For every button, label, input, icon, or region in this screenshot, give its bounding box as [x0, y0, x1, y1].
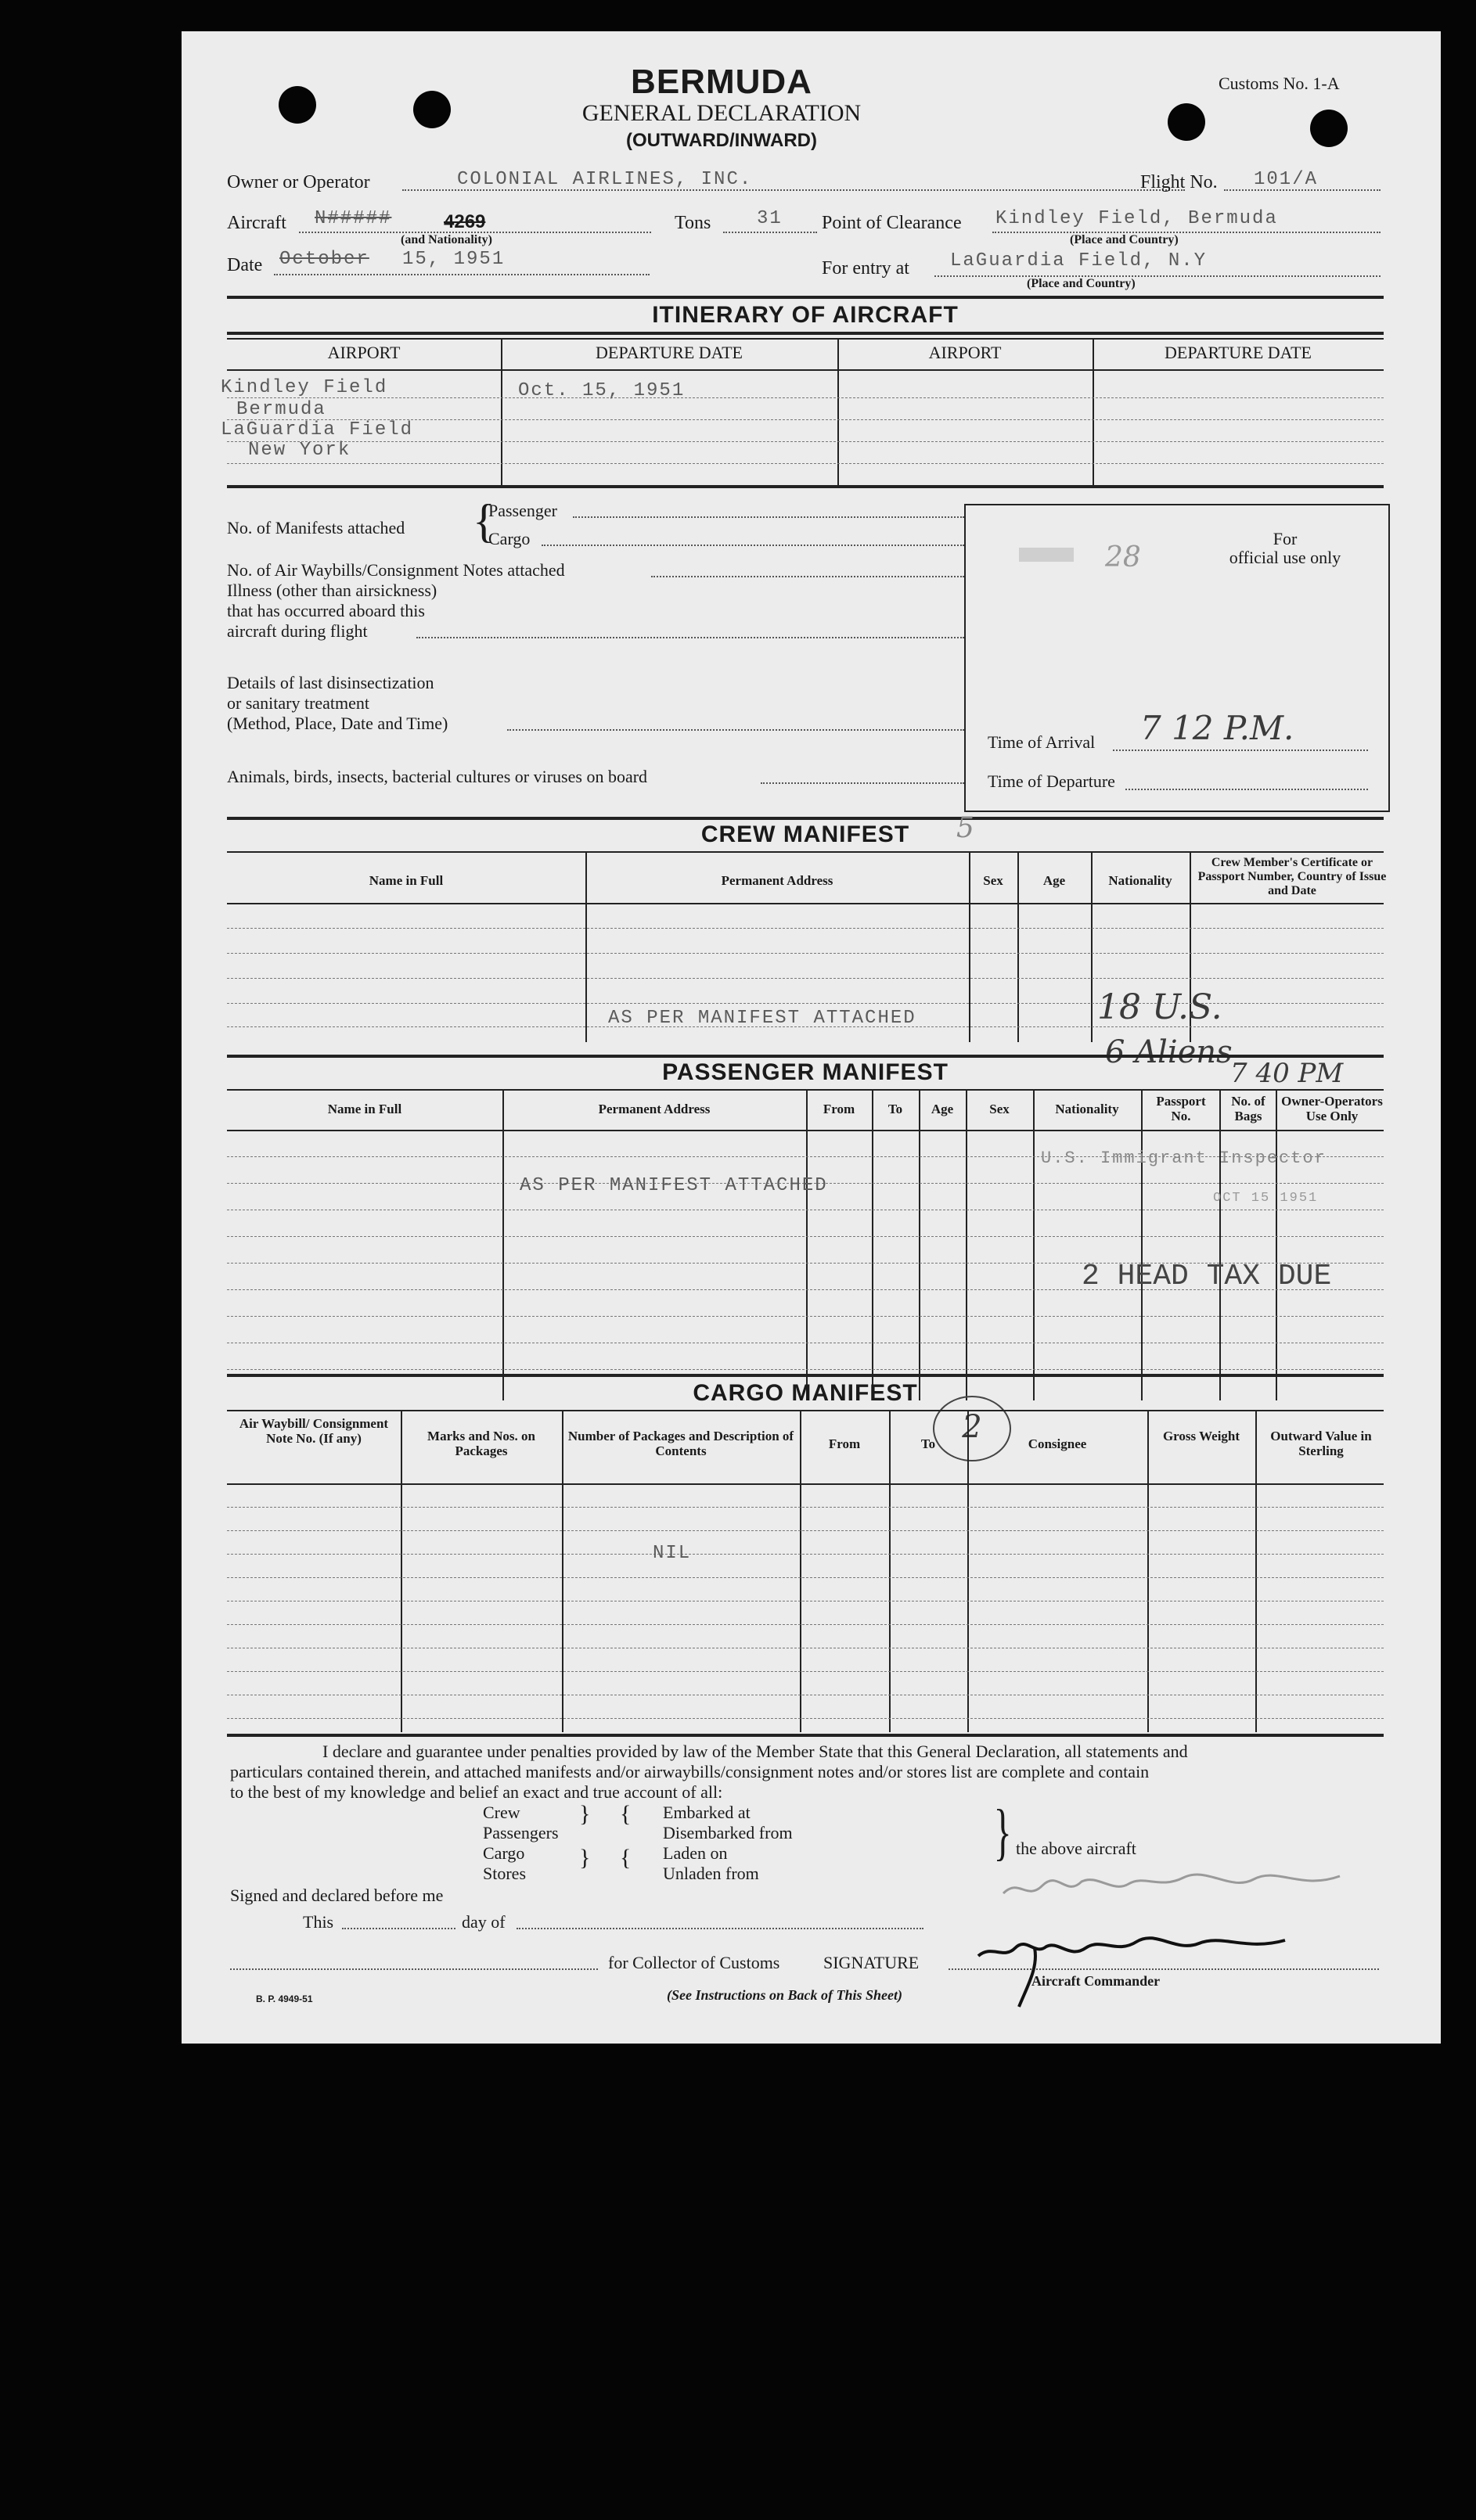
arrival-label: Time of Arrival — [988, 732, 1096, 752]
signature-label: SIGNATURE — [823, 1953, 920, 1972]
owner-value: COLONIAL AIRLINES, INC. — [457, 169, 753, 190]
row-line — [227, 1554, 1384, 1555]
commander-label: Aircraft Commander — [1031, 1973, 1161, 1989]
passenger-header-bags: No. of Bags — [1231, 1094, 1265, 1123]
divider — [227, 296, 1384, 299]
waybills-label: No. of Air Waybills/Consignment Notes attached — [227, 560, 565, 580]
declaration-form — [182, 31, 1441, 2044]
passenger-header-passport: Passport No. — [1156, 1094, 1206, 1123]
passenger-header-age: Age — [931, 1102, 954, 1116]
row-line — [227, 1718, 1384, 1719]
stamp-number: 28 — [1105, 541, 1141, 573]
disinsect-label: Details of last disinsectization — [227, 673, 434, 692]
row-line — [227, 928, 1384, 929]
column-divider — [889, 1411, 891, 1732]
crew-header-name: Name in Full — [369, 873, 444, 888]
divider — [227, 1089, 1384, 1091]
waybills-line — [651, 576, 964, 577]
date-value-day: 15, 1951 — [402, 249, 506, 270]
passenger-header-name: Name in Full — [327, 1102, 402, 1116]
month-line — [517, 1928, 923, 1929]
this-label: This — [303, 1912, 334, 1932]
aircraft-value: 4269 — [444, 211, 486, 232]
aircraft-note: (and Nationality) — [401, 233, 492, 246]
cargo-title: CARGO MANIFEST — [693, 1380, 918, 1406]
itinerary-header-departure-2: DEPARTURE DATE — [1165, 343, 1312, 362]
departure-line — [1125, 789, 1368, 790]
crew-note-aliens: 6 Aliens — [1105, 1034, 1233, 1070]
declaration-middle-item: Disembarked from — [663, 1823, 793, 1842]
column-divider — [966, 1091, 967, 1400]
passenger-line — [573, 516, 964, 518]
aircraft-label: Aircraft — [227, 213, 286, 233]
cargo-header-consignee: Consignee — [1028, 1436, 1087, 1451]
column-divider — [967, 1411, 969, 1732]
divider — [227, 1130, 1384, 1131]
itinerary-airport-line: New York — [248, 440, 351, 461]
manifest-passenger-label: Passenger — [488, 501, 557, 520]
punch-hole — [1168, 103, 1205, 141]
itinerary-airport-line: Bermuda — [236, 399, 326, 420]
departure-label: Time of Departure — [988, 771, 1115, 791]
declaration-text: I declare and guarantee under penalties provided by law of the Member State that this General Declaration, all statements and — [322, 1742, 1188, 1761]
declaration-left-item: Stores — [483, 1864, 526, 1883]
form-code: B. P. 4949-51 — [256, 1993, 313, 2004]
entry-label: For entry at — [822, 258, 909, 279]
column-divider — [1147, 1411, 1149, 1732]
declaration-left-item: Crew — [483, 1803, 520, 1822]
row-line — [227, 1507, 1384, 1508]
illness-label: that has occurred aboard this — [227, 601, 425, 620]
entry-value: LaGuardia Field, N.Y — [950, 250, 1208, 271]
divider — [227, 338, 1384, 340]
animals-line — [761, 782, 964, 784]
column-divider — [401, 1411, 402, 1732]
head-tax-stamp: 2 HEAD TAX DUE — [1082, 1260, 1332, 1293]
manifests-label: No. of Manifests attached — [227, 518, 405, 537]
itinerary-title: ITINERARY OF AIRCRAFT — [652, 302, 959, 328]
cargo-header-value: Outward Value in Sterling — [1270, 1429, 1372, 1458]
disinsect-label: (Method, Place, Date and Time) — [227, 714, 448, 733]
row-line — [227, 1671, 1384, 1672]
clearance-note: (Place and Country) — [1070, 233, 1179, 246]
declaration-middle-item: Unladen from — [663, 1864, 759, 1883]
tons-line — [723, 232, 817, 233]
column-divider — [1141, 1091, 1143, 1400]
itinerary-header-departure: DEPARTURE DATE — [596, 343, 743, 362]
divider — [227, 485, 1384, 488]
divider — [227, 1483, 1384, 1485]
itinerary-header-airport: AIRPORT — [327, 343, 401, 362]
official-label: For — [1273, 529, 1298, 548]
day-of-label: day of — [462, 1912, 506, 1932]
punch-hole — [1310, 110, 1348, 147]
column-divider — [562, 1411, 563, 1732]
cargo-header-weight: Gross Weight — [1162, 1429, 1240, 1443]
aircraft-struck: N##### — [315, 208, 392, 229]
cargo-header-waybill: Air Waybill/ Consignment Note No. (If any) — [239, 1416, 389, 1446]
disinsect-line — [507, 729, 964, 731]
passenger-header-sex: Sex — [989, 1102, 1010, 1116]
row-line — [227, 953, 1384, 954]
disinsect-label: or sanitary treatment — [227, 693, 370, 713]
entry-line — [934, 275, 1381, 277]
row-line — [227, 463, 1384, 464]
collector-label: for Collector of Customs — [608, 1953, 780, 1972]
crew-header-sex: Sex — [983, 873, 1003, 888]
divider — [227, 903, 1384, 904]
declaration-text: particulars contained therein, and attached manifests and/or airwaybills/consignment notes and/or stores list are complete and contain — [230, 1762, 1150, 1781]
row-line — [227, 1236, 1384, 1237]
column-divider — [872, 1091, 873, 1400]
day-line — [342, 1928, 455, 1929]
clearance-label: Point of Clearance — [822, 213, 962, 233]
column-divider — [806, 1091, 808, 1400]
column-divider — [1219, 1091, 1221, 1400]
declaration-text: to the best of my knowledge and belief an exact and true account of all: — [230, 1782, 723, 1802]
crew-attached: AS PER MANIFEST ATTACHED — [608, 1008, 916, 1029]
divider — [227, 1734, 1384, 1737]
passenger-attached: AS PER MANIFEST ATTACHED — [520, 1175, 828, 1196]
punch-hole — [279, 86, 316, 124]
divider — [227, 332, 1384, 335]
date-line — [274, 274, 650, 275]
flight-value: 101/A — [1254, 169, 1319, 190]
collector-line — [230, 1968, 598, 1970]
row-line — [227, 1316, 1384, 1317]
brace: } — [993, 1798, 1012, 1867]
itinerary-airport-line: LaGuardia Field — [221, 419, 414, 440]
row-line — [227, 397, 1384, 398]
crew-header-nationality: Nationality — [1108, 873, 1172, 888]
row-line — [227, 1577, 1384, 1578]
crew-title: CREW MANIFEST — [700, 821, 910, 847]
itinerary-header-airport-2: AIRPORT — [928, 343, 1002, 362]
official-label: official use only — [1229, 548, 1341, 567]
immigration-stamp: U.S. Immigrant Inspector — [1041, 1149, 1327, 1168]
document-subtitle: (OUTWARD/INWARD) — [626, 130, 817, 151]
passenger-header-from: From — [823, 1102, 855, 1116]
column-divider — [1276, 1091, 1277, 1400]
illness-line — [416, 637, 964, 638]
divider — [227, 369, 1384, 371]
passenger-title: PASSENGER MANIFEST — [662, 1059, 949, 1085]
document-title: GENERAL DECLARATION — [581, 100, 862, 126]
cargo-circle-mark: 2 — [933, 1396, 1011, 1461]
crew-header-certificate: Crew Member's Certificate or Passport Number, Country of Issue and Date — [1197, 856, 1387, 897]
row-line — [227, 1624, 1384, 1625]
illness-label: aircraft during flight — [227, 621, 368, 641]
entry-note: (Place and Country) — [1027, 277, 1136, 290]
brace: } — [579, 1801, 591, 1827]
declaration-right: the above aircraft — [1016, 1839, 1136, 1858]
row-line — [227, 441, 1384, 442]
cargo-nil: NIL — [653, 1543, 692, 1564]
signed-label: Signed and declared before me — [230, 1886, 444, 1905]
clearance-line — [992, 232, 1381, 233]
column-divider — [1255, 1411, 1257, 1732]
divider — [227, 817, 1384, 820]
itinerary-airport-line: Kindley Field — [221, 377, 388, 398]
stamp-smudge — [1019, 548, 1074, 562]
manifest-cargo-label: Cargo — [488, 529, 531, 548]
itinerary-departure-value: Oct. 15, 1951 — [518, 380, 686, 401]
declaration-middle-item: Embarked at — [663, 1803, 751, 1822]
commander-signature — [972, 1925, 1301, 2011]
crew-header-age: Age — [1042, 873, 1066, 888]
cargo-line — [542, 545, 964, 546]
date-value-month: October — [279, 249, 369, 270]
cargo-header-marks: Marks and Nos. on Packages — [427, 1429, 535, 1458]
row-line — [227, 978, 1384, 979]
divider — [227, 851, 1384, 853]
crew-header-address: Permanent Address — [721, 873, 833, 888]
divider — [227, 1374, 1384, 1377]
passenger-header-to: To — [887, 1102, 903, 1116]
declaration-left-item: Cargo — [483, 1843, 525, 1863]
passenger-time-note: 7 40 PM — [1230, 1058, 1344, 1089]
row-line — [227, 1369, 1384, 1370]
divider — [227, 1055, 1384, 1058]
brace: { — [620, 1801, 632, 1827]
immigration-stamp-date: OCT 15 1951 — [1213, 1191, 1319, 1206]
document-country: BERMUDA — [631, 63, 812, 101]
passenger-header-owner: Owner-Operators Use Only — [1281, 1094, 1383, 1123]
brace: } — [579, 1845, 591, 1871]
tons-label: Tons — [675, 213, 711, 233]
date-label: Date — [227, 255, 263, 275]
arrival-value: 7 12 P.M. — [1140, 709, 1294, 747]
flight-label: Flight No. — [1140, 172, 1218, 192]
cargo-header-to: To — [920, 1436, 936, 1451]
animals-label: Animals, birds, insects, bacterial cultures or viruses on board — [227, 767, 648, 786]
column-divider — [502, 1091, 504, 1400]
brace: { — [620, 1845, 632, 1871]
instructions-note: (See Instructions on Back of This Sheet) — [667, 1987, 903, 2003]
arrival-line — [1113, 750, 1368, 751]
passenger-header-nationality: Nationality — [1055, 1102, 1119, 1116]
row-line — [227, 1601, 1384, 1602]
declaration-middle-item: Laden on — [663, 1843, 728, 1863]
column-divider — [1033, 1091, 1035, 1400]
punch-hole — [413, 91, 451, 128]
owner-label: Owner or Operator — [227, 172, 370, 192]
column-divider — [800, 1411, 801, 1732]
signature-faint — [995, 1862, 1355, 1909]
row-line — [227, 1530, 1384, 1531]
passenger-header-address: Permanent Address — [598, 1102, 711, 1116]
tons-value: 31 — [757, 208, 783, 229]
declaration-left-item: Passengers — [483, 1823, 559, 1842]
cargo-header-from: From — [828, 1436, 861, 1451]
cargo-header-packages: Number of Packages and Description of Contents — [567, 1429, 794, 1458]
crew-count-mark: 5 — [956, 812, 974, 844]
clearance-value: Kindley Field, Bermuda — [995, 208, 1278, 229]
illness-label: Illness (other than airsickness) — [227, 581, 437, 600]
crew-note-us: 18 U.S. — [1097, 987, 1222, 1027]
form-number: Customs No. 1-A — [1219, 74, 1340, 93]
brace: { — [473, 495, 495, 547]
column-divider — [919, 1091, 920, 1400]
